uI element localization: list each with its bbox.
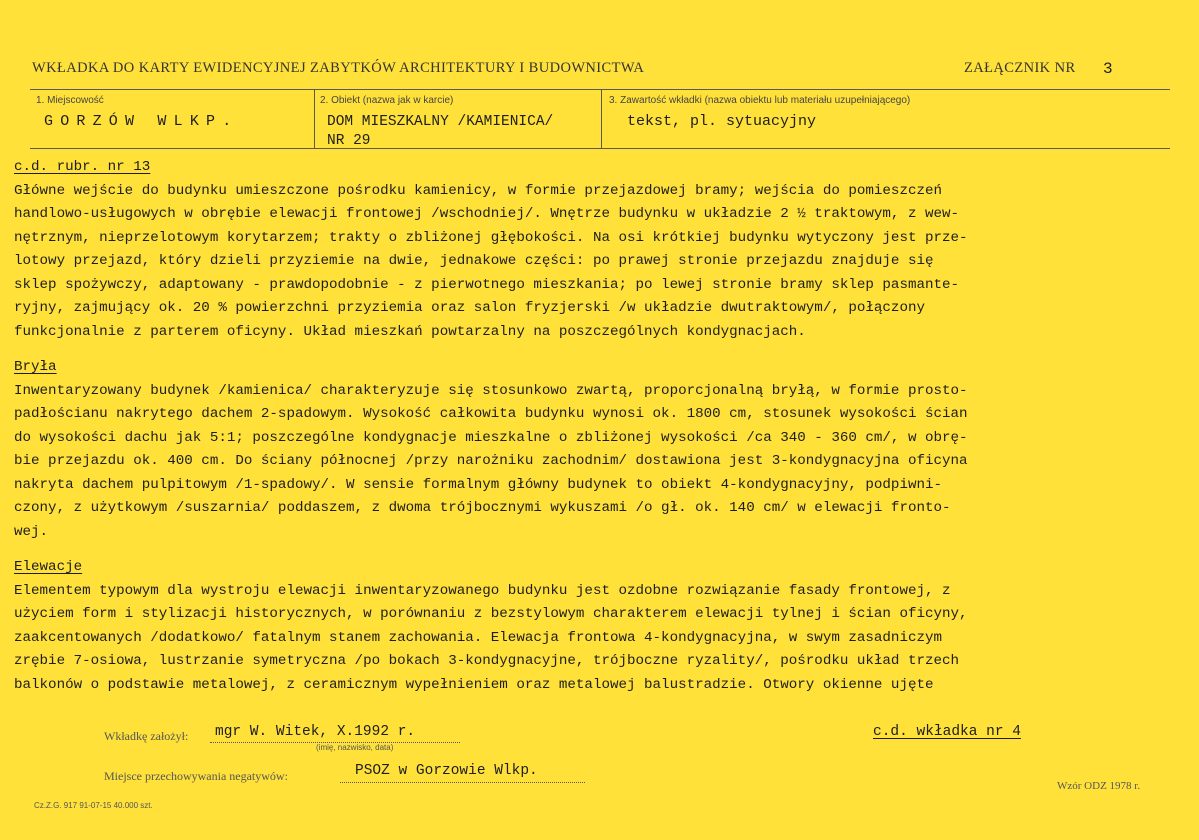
object-value-line2: NR 29: [327, 133, 371, 149]
fields-divider-2: [601, 89, 602, 148]
body-line: Elementem typowym dla wystroju elewacji inwentaryzowanego budynku jest ozdobne rozwiązanie fasady frontowej, z: [14, 582, 951, 599]
fields-bottom-rule: [30, 148, 1170, 149]
body-line: bie przejazdu ok. 400 cm. Do ściany północnej /przy narożniku zachodnim/ dostawiona jest 3-kondygnacyjna oficyna: [14, 453, 968, 469]
object-value-line1: DOM MIESZKALNY /KAMIENICA/: [327, 114, 554, 130]
storage-value: PSOZ w Gorzowie Wlkp.: [355, 763, 538, 779]
body-line: wej.: [14, 523, 49, 540]
body-line: zrębie 7-osiowa, lustrzanie symetryczna /po bokach 3-kondygnacyjne, trójboczne ryzality/, pośrodku układ trzech: [14, 653, 960, 669]
form-model: Wzór ODZ 1978 r.: [1057, 780, 1141, 792]
location-value: GORZÓW WLKP.: [44, 113, 239, 130]
body-line: użyciem form i stylizacji historycznych, w porównaniu z bezstylowym charakterem elewacji tylnej i ścian oficyny,: [14, 606, 968, 622]
body-line: zaakcentowanych /dodatkowo/ fatalnym stanem zachowania. Elewacja frontowa 4-kondygnacyjna, w swym zasadniczym: [14, 629, 943, 646]
continuation-note: c.d. wkładka nr 4: [873, 724, 1021, 740]
storage-label: Miejsce przechowywania negatywów:: [104, 769, 288, 783]
author-hint: (imię, nazwisko, data): [316, 743, 394, 752]
location-label: 1. Miejscowość: [36, 95, 104, 106]
section-heading-bryla: Bryła: [14, 359, 57, 375]
body-line: Główne wejście do budynku umieszczone pośrodku kamienicy, w formie przejazdowej bramy; wejścia do pomieszczeń: [14, 182, 943, 199]
typed-body: [14, 156, 1194, 697]
body-line: nakryta dachem pulpitowym /1-spadowy/. W sensie formalnym główny budynek to obiekt 4-kondygnacyjny, podpiwni-: [14, 476, 943, 493]
body-line: ryjny, zajmujący ok. 20 % powierzchni przyziemia oraz salon fryzjerski /w układzie dwutraktowym/, połączony: [14, 300, 925, 316]
section-heading-rubr: c.d. rubr. nr 13: [14, 159, 151, 175]
author-value: mgr W. Witek, X.1992 r.: [215, 724, 416, 740]
object-value: [327, 113, 553, 151]
body-line: nętrznym, nieprzelotowym korytarzem; trakty o zbliżonej głębokości. Na osi krótkiej budynku wytyczony jest prze-: [14, 229, 968, 246]
author-label: Wkładkę założył:: [104, 729, 189, 743]
body-line: do wysokości dachu jak 5:1; poszczególne kondygnacje mieszkalne o zbliżonej wysokości /ca 340 - 360 cm/, w obrę-: [14, 429, 968, 446]
fields-divider-1: [314, 89, 315, 148]
body-line: sklep spożywczy, adaptowany - prawdopodobnie - z pierwotnego mieszkania; po lewej stronie bramy sklep pasmante-: [14, 276, 960, 293]
annex-label: ZAŁĄCZNIK NR: [964, 60, 1076, 76]
contents-value: tekst, pl. sytuacyjny: [627, 113, 817, 130]
contents-label: 3. Zawartość wkładki (nazwa obiektu lub materiału uzupełniającego): [609, 95, 911, 106]
object-label: 2. Obiekt (nazwa jak w karcie): [320, 95, 454, 106]
body-line: funkcjonalnie z parterem oficyny. Układ mieszkań powtarzalny na poszczególnych kondygnacjach.: [14, 323, 806, 340]
body-line: lotowy przejazd, który dzieli przyziemie na dwie, jednakowe części: po prawej stronie przejazdu znajduje się: [14, 253, 934, 269]
section-heading-elewacje: Elewacje: [14, 559, 83, 575]
header-top-rule: [30, 89, 1170, 90]
body-line: handlowo-usługowych w obrębie elewacji frontowej /wschodniej/. Wnętrze budynku w układzie 2 ½ traktowym, z wew-: [14, 206, 960, 222]
annex-number: 3: [1103, 60, 1113, 78]
print-info: Cz.Z.G. 917 91-07-15 40.000 szt.: [34, 801, 153, 810]
body-line: balkonów o podstawie metalowej, z ceramicznym wypełnieniem oraz metalowej balustradzie. Otwory okienne ujęte: [14, 676, 934, 693]
body-line: padłościanu nakrytego dachem 2-spadowym. Wysokość całkowita budynku wynosi ok. 1800 cm, stosunek wysokości ścian: [14, 406, 968, 422]
form-title: WKŁADKA DO KARTY EWIDENCYJNEJ ZABYTKÓW ARCHITEKTURY I BUDOWNICTWA: [32, 60, 645, 76]
body-line: czony, z użytkowym /suszarnia/ poddaszem, z dwoma trójbocznymi wykuszami /o gł. ok. 140 cm/ w elewacji fronto-: [14, 500, 951, 516]
storage-dotted-line: [340, 782, 585, 783]
body-line: Inwentaryzowany budynek /kamienica/ charakteryzuje się stosunkowo zwartą, proporcjonalną bryłą, w formie prosto-: [14, 382, 968, 399]
